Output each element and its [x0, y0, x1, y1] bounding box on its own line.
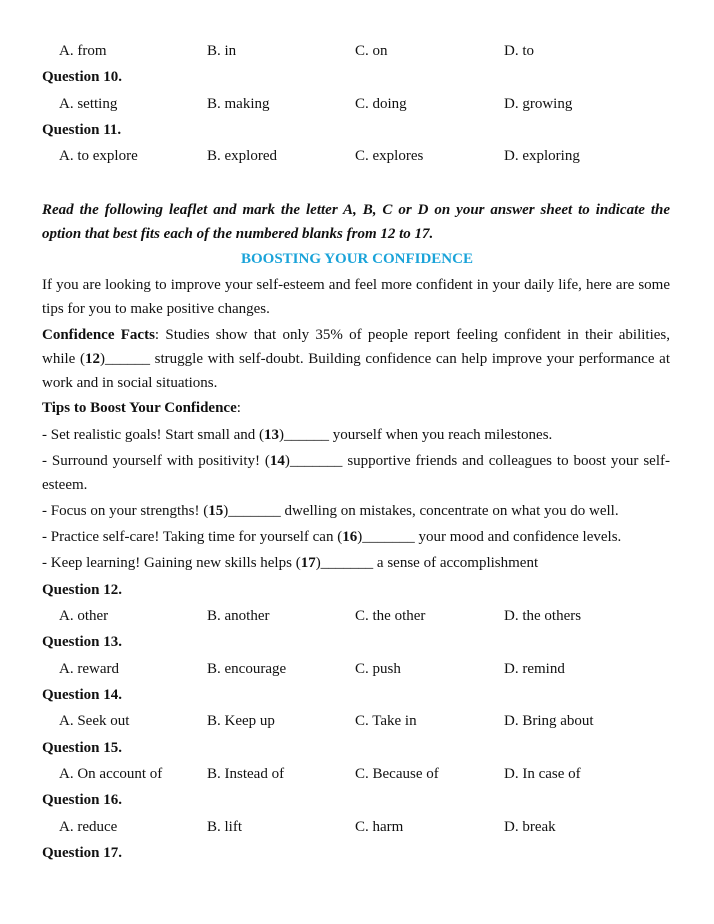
question-13-label: Question 13.: [42, 634, 123, 650]
tip-3-text-b: )_______ dwelling on mistakes, concentrate on what you do well.: [223, 503, 619, 519]
tip-3-text-a: - Focus on your strengths! (: [42, 503, 209, 519]
option-a: A. setting: [59, 96, 118, 112]
facts-text-2: )______ struggle with self-doubt. Building confidence can help improve your performance at work and in social situations.: [42, 351, 670, 391]
tip-3: [42, 501, 619, 521]
option-c: C. push: [355, 661, 401, 677]
option-b: B. another: [207, 608, 270, 624]
option-b: B. Instead of: [207, 766, 285, 782]
tip-1-text-a: - Set realistic goals! Start small and (: [42, 427, 265, 443]
option-a: A. Seek out: [59, 713, 130, 729]
option-c: C. doing: [355, 96, 407, 112]
tip-4-text-b: )_______ your mood and confidence levels.: [357, 529, 622, 545]
question-10-label: Question 10.: [42, 69, 123, 85]
option-c: C. harm: [355, 819, 404, 835]
tip-4-text-a: - Practice self-care! Taking time for yourself can (: [42, 529, 343, 545]
blank-16-number: 16: [342, 529, 358, 545]
option-a: A. other: [59, 608, 109, 624]
facts-label: Confidence Facts: [42, 327, 155, 343]
option-row-q12: [0, 606, 714, 626]
question-15-label: Question 15.: [42, 740, 123, 756]
tips-heading: [42, 398, 241, 418]
option-a: A. reward: [59, 661, 119, 677]
option-b: B. lift: [207, 819, 243, 835]
tip-5: [42, 553, 538, 573]
tip-5-text-b: )_______ a sense of accomplishment: [315, 555, 539, 571]
option-d: D. Bring about: [504, 713, 594, 729]
tip-2-text-b: )_______ supportive friends and colleagues to boost your self-esteem.: [42, 453, 670, 493]
tips-heading-text: Tips to Boost Your Confidence: [42, 400, 237, 416]
option-b: B. Keep up: [207, 713, 275, 729]
tip-1: [42, 425, 552, 445]
option-d: D. In case of: [504, 766, 581, 782]
question-11-label: Question 11.: [42, 122, 122, 138]
blank-14-number: 14: [269, 453, 285, 469]
option-a: A. On account of: [59, 766, 163, 782]
option-row-q9: [0, 41, 714, 61]
blank-17-number: 17: [300, 555, 316, 571]
blank-15-number: 15: [208, 503, 224, 519]
reading-instruction: Read the following leaflet and mark the letter A, B, C or D on your answer sheet to indicate the option that best fits each of the numbered blanks from 12 to 17.: [42, 202, 670, 242]
option-c: C. the other: [355, 608, 426, 624]
option-d: D. remind: [504, 661, 565, 677]
option-a: A. from: [59, 43, 107, 59]
question-16-label: Question 16.: [42, 792, 123, 808]
facts-text-1: : Studies show that only 35% of people report feeling confident in their abilities, while (: [42, 327, 670, 367]
option-d: D. growing: [504, 96, 573, 112]
option-row-q14: [0, 711, 714, 731]
question-17-label: Question 17.: [42, 845, 123, 861]
option-row-q15: [0, 764, 714, 784]
option-row-q16: [0, 817, 714, 837]
option-a: A. reduce: [59, 819, 118, 835]
option-d: D. the others: [504, 608, 582, 624]
option-d: D. exploring: [504, 148, 580, 164]
tip-2-text-a: - Surround yourself with positivity! (: [42, 453, 270, 469]
option-a: A. to explore: [59, 148, 138, 164]
blank-13-number: 13: [264, 427, 280, 443]
option-b: B. in: [207, 43, 237, 59]
tip-4: [42, 527, 621, 547]
tip-5-text-a: - Keep learning! Gaining new skills helps (: [42, 555, 301, 571]
tips-heading-colon: :: [236, 400, 241, 416]
option-b: B. explored: [207, 148, 277, 164]
question-14-label: Question 14.: [42, 687, 123, 703]
blank-12-number: 12: [85, 351, 100, 367]
leaflet-title: BOOSTING YOUR CONFIDENCE: [241, 251, 473, 267]
option-c: C. Take in: [355, 713, 417, 729]
tip-2: [42, 449, 670, 497]
option-row-q13: [0, 659, 714, 679]
tip-1-text-b: )______ yourself when you reach milestones.: [279, 427, 553, 443]
option-d: D. break: [504, 819, 556, 835]
option-b: B. making: [207, 96, 270, 112]
option-c: C. Because of: [355, 766, 439, 782]
option-row-q10: [0, 94, 714, 114]
question-12-label: Question 12.: [42, 582, 123, 598]
option-c: C. explores: [355, 148, 424, 164]
option-b: B. encourage: [207, 661, 287, 677]
confidence-facts: [42, 323, 670, 395]
option-d: D. to: [504, 43, 534, 59]
leaflet-intro: If you are looking to improve your self-esteem and feel more confident in your daily life, here are some tips for you to make positive changes.: [42, 277, 670, 317]
option-c: C. on: [355, 43, 388, 59]
option-row-q11: [0, 146, 714, 166]
